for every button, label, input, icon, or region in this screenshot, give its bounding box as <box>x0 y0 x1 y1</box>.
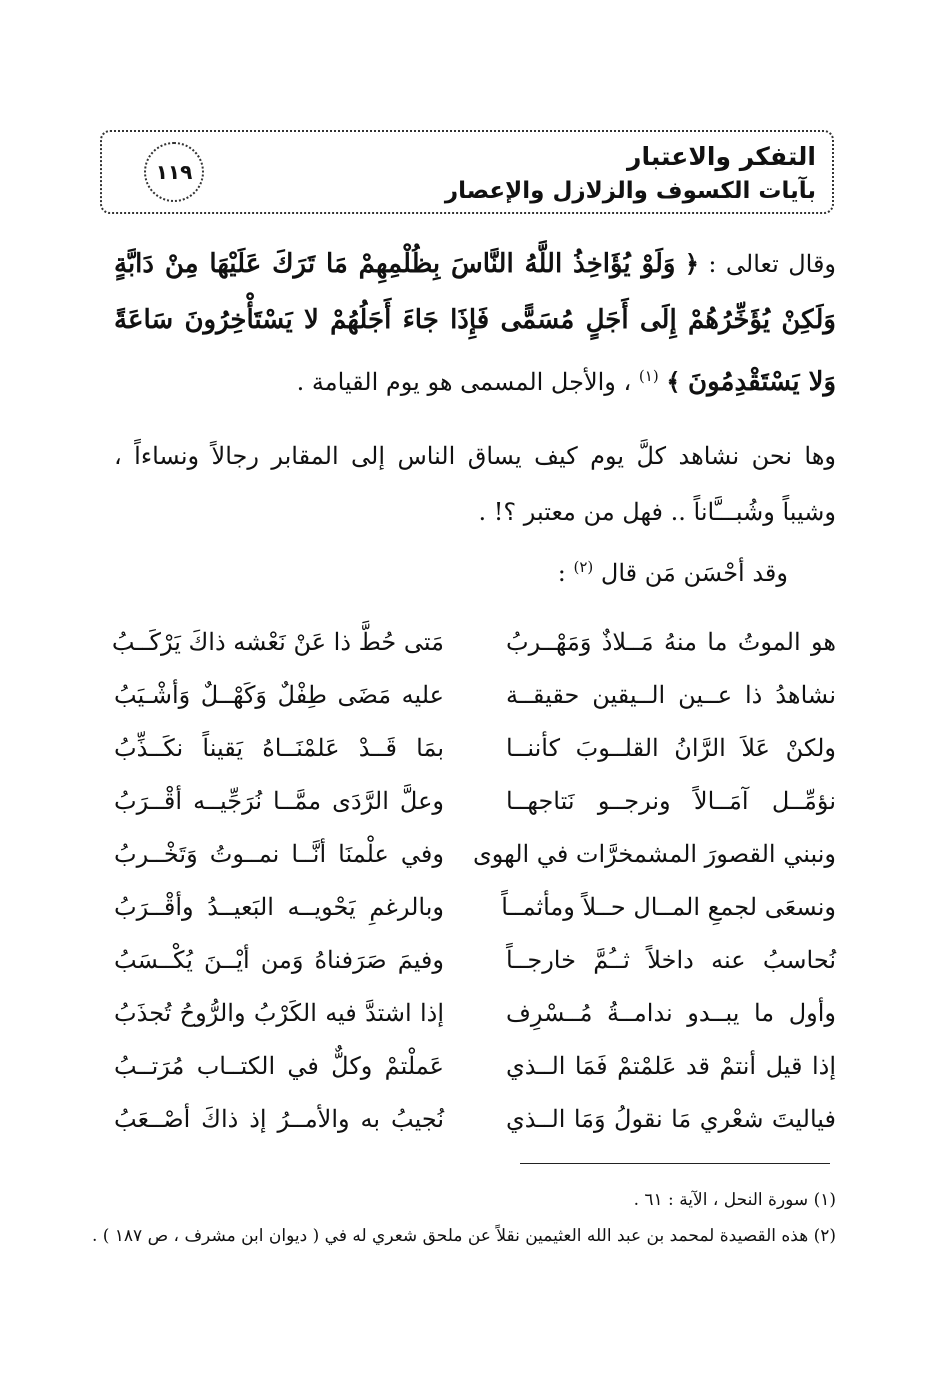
verse-first-hemistich: نؤمِّــل آمَــالاً ونرجــو نَتاجهــا <box>506 787 836 815</box>
verse-second-hemistich: وفيمَ صَرَفناهُ وَمن أيْــنَ يُكْــسَبُ <box>114 946 444 974</box>
verse-second-hemistich: وفي علْمنَا أنَّــا نمــوتُ وَتَخْــربُ <box>114 840 444 868</box>
book-title: التفكر والاعتبار <box>627 142 816 171</box>
poem-intro-colon: : <box>557 559 574 587</box>
footnote-divider <box>520 1163 830 1164</box>
paragraph-intro: وقال تعالى : <box>698 250 836 278</box>
verse-second-hemistich: نُجيبُ به والأمــرُ إذ ذاكَ أصْــعَبُ <box>114 1105 444 1133</box>
page-header <box>100 130 834 214</box>
footnote-ref-2: (٢) <box>573 558 594 576</box>
quran-bracket-open: ﴿ <box>684 249 699 278</box>
poem-verse <box>114 893 836 946</box>
book-subtitle: بآيات الكسوف والزلازل والإعصار <box>444 178 816 204</box>
verse-first-hemistich: إذا قيل أنتمْ قد عَلمْتمْ فَمَا الــذي <box>506 1052 836 1080</box>
verse-first-hemistich: ولكنْ عَلاَ الرَّانُ القلــوبَ كأننــا <box>506 734 836 762</box>
verse-second-hemistich: إذا اشتدَّ فيه الكَرْبُ والرُّوحُ تُجذَبُ <box>114 999 444 1027</box>
quran-bracket-close: ﴾ <box>666 367 681 396</box>
verse-first-hemistich: نشاهدُ ذا عــين الــيقين حقيقــة <box>506 681 836 709</box>
verse-first-hemistich: فياليتَ شعْري مَا نقولُ وَمَا الــذي <box>506 1105 836 1133</box>
poem-intro <box>558 558 788 587</box>
poem-verse <box>114 734 836 787</box>
verse-first-hemistich: هو الموتُ ما منهُ مَــلاذٌ وَمَهْــربُ <box>506 628 836 656</box>
verse-second-hemistich: وعلَّ الرَّدَى ممَّــا نُرَجِّيــه أقْــرَبُ <box>114 787 444 815</box>
poem-verse <box>114 1105 836 1158</box>
poem <box>111 628 836 1158</box>
poem-verse <box>114 681 836 734</box>
poem-verse <box>111 628 836 681</box>
paragraph-quran-citation <box>114 236 836 410</box>
verse-first-hemistich: وأول ما يبــدو ندامــةُ مُــسْرِف <box>506 999 836 1027</box>
page-number: ١١٩ <box>144 142 204 202</box>
paragraph-tail: ، والأجل المسمى هو يوم القيامة . <box>296 368 639 396</box>
verse-first-hemistich: ونبني القصورَ المشمخرَّات في الهوى <box>472 840 836 868</box>
poem-verse <box>114 787 836 840</box>
poem-verse <box>114 840 836 893</box>
poem-verse <box>114 946 836 999</box>
verse-second-hemistich: مَتى حُطَّ ذا عَنْ نَعْشه ذاكَ يَرْكَــبُ <box>111 628 444 656</box>
verse-first-hemistich: ونسعَى لجمعِ المــال حــلاً ومأثمــاً <box>501 893 836 921</box>
quran-verse: وَلَوْ يُؤَاخِذُ اللَّهُ النَّاسَ بِظُلْمِهِمْ مَا تَرَكَ عَلَيْهَا مِنْ دَابَّةٍ وَلَكِنْ يُؤَخِّرُهُمْ إِلَى أَجَلٍ مُسَمًّى فَإِذَا جَاءَ أَجَلُهُمْ لا يَسْتَأْخِرُونَ سَاعَةً وَلا يَسْتَقْدِمُونَ <box>114 249 836 397</box>
poem-verse <box>114 1052 836 1105</box>
verse-second-hemistich: عليه مَضَى طِفْلٌ وَكَهْــلٌ وَأشْـيَبُ <box>114 681 444 709</box>
poem-verse <box>114 999 836 1052</box>
footnote-1: (١) سورة النحل ، الآية : ٦١ . <box>633 1190 836 1210</box>
footnote-ref-1: (١) <box>638 367 659 385</box>
verse-first-hemistich: نُحاسبُ عنه داخلاً ثــُمَّ خارجــاً <box>506 946 836 974</box>
verse-second-hemistich: وبالرغمِ يَحْويــه البَعيــدُ وأقْــرَبُ <box>114 893 444 921</box>
footnote-2: (٢) هذه القصيدة لمحمد بن عبد الله العثيمين نقلاً عن ملحق شعري له في ( ديوان ابن مشرف ، ص ١٨٧ ) . <box>91 1226 836 1246</box>
poem-intro-text: وقد أحْسَن مَن قال <box>593 559 788 587</box>
paragraph-reflection: وها نحن نشاهد كلَّ يوم كيف يساق الناس إلى المقابر رجالاً ونساءاً ، وشيباً وشُبـــَّاناً .. فهل من معتبر ؟! . <box>114 442 836 526</box>
verse-second-hemistich: بمَا قَــدْ عَلمْنَــاهُ يَقيناً نكَــذِّبُ <box>114 734 444 762</box>
verse-second-hemistich: عَملْتمْ وكلٌّ في الكتــاب مُرَتــبُ <box>114 1052 444 1080</box>
